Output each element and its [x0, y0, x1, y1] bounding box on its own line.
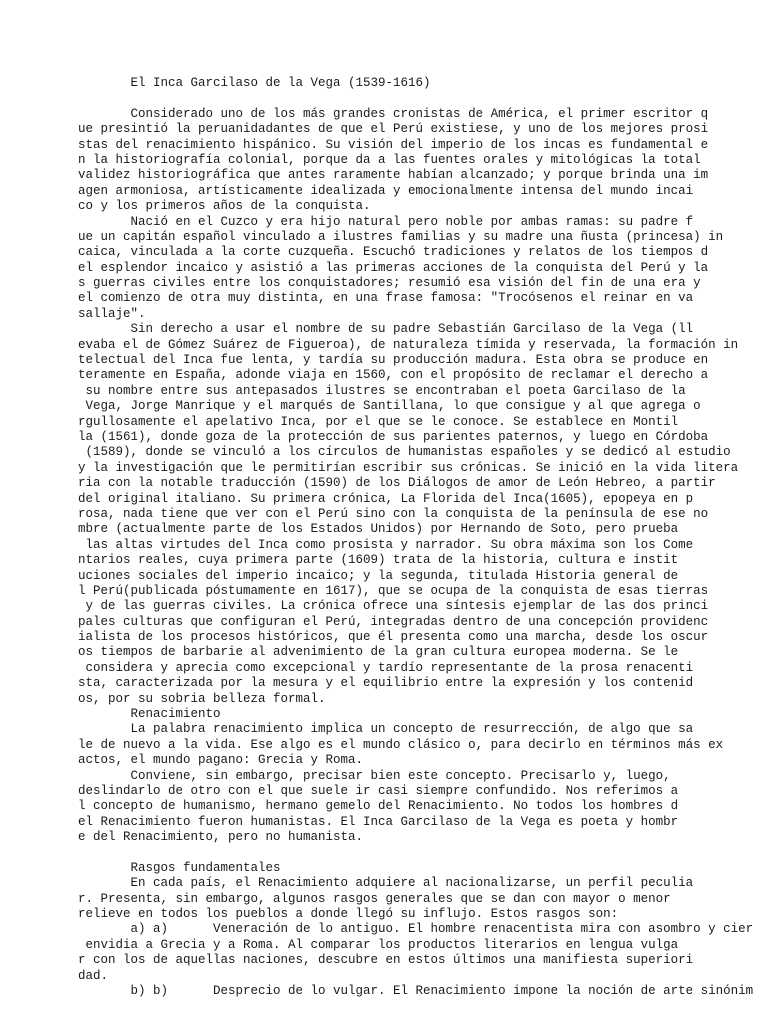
text-line: ria con la notable traducción (1590) de los Diálogos de amor de León Hebreo, a partir [78, 476, 716, 491]
text-line: e del Renacimiento, pero no humanista. [78, 830, 364, 845]
text-line: la (1561), donde goza de la protección de sus parientes paternos, y luego en Córdoba [78, 429, 709, 444]
text-line: agen armoniosa, artísticamente idealizada y emocionalmente intensa del mundo incai [78, 183, 694, 198]
text-line: Renacimiento [78, 707, 221, 722]
text-line: sta, caracterizada por la mesura y el equilibrio entre la expresión y los contenid [78, 676, 694, 691]
text-line: a) a) Veneración de lo antiguo. El hombre renacentista mira con asombro y cier [78, 922, 754, 937]
document-title: El Inca Garcilaso de la Vega (1539-1616) [78, 76, 431, 90]
text-line: del original italiano. Su primera crónica, La Florida del Inca(1605), epopeya en p [78, 491, 694, 506]
text-line: (1589), donde se vinculó a los círculos de humanistas españoles y se dedicó al estudio [78, 445, 731, 460]
text-line: relieve en todos los pueblos a donde llegó su influjo. Estos rasgos son: [78, 907, 619, 922]
text-line: La palabra renacimiento implica un concepto de resurrección, de algo que sa [78, 722, 694, 737]
text-line: n la historiografía colonial, porque da a las fuentes orales y mitológicas la total [78, 152, 701, 167]
text-line: rosa, nada tiene que ver con el Perú sino con la conquista de la península de ese no [78, 506, 709, 521]
text-line: y la investigación que le permitirían escribir sus crónicas. Se inició en la vida litera [78, 460, 739, 475]
text-line: le de nuevo a la vida. Ese algo es el mundo clásico o, para decirlo en términos más ex [78, 737, 724, 752]
text-line: co y los primeros años de la conquista. [78, 199, 371, 214]
text-line: s guerras civiles entre los conquistadores; resumió esa visión del fin de una era y [78, 276, 701, 291]
text-line: y de las guerras civiles. La crónica ofrece una síntesis ejemplar de las dos princi [78, 599, 709, 614]
text-line: os tiempos de barbarie al advenimiento de la gran cultura europea moderna. Se le [78, 645, 679, 660]
text-line: r con los de aquellas naciones, descubre en estos últimos una manifiesta superiori [78, 953, 694, 968]
text-line: os, por su sobria belleza formal. [78, 691, 326, 706]
text-line: pales culturas que configuran el Perú, integradas dentro de una concepción providenc [78, 614, 709, 629]
text-line: Nació en el Cuzco y era hijo natural pero noble por ambas ramas: su padre f [78, 214, 694, 229]
text-line: considera y aprecia como excepcional y tardío representante de la prosa renacenti [78, 660, 694, 675]
text-line: actos, el mundo pagano: Grecia y Roma. [78, 753, 364, 768]
text-line: r. Presenta, sin embargo, algunos rasgos generales que se dan con mayor o menor [78, 891, 671, 906]
text-line: caica, vinculada a la corte cuzqueña. Escuchó tradiciones y relatos de los tiempos d [78, 245, 709, 260]
text-line: el comienzo de otra muy distinta, en una frase famosa: "Trocósenos el reinar en va [78, 291, 694, 306]
text-line: sallaje". [78, 306, 146, 321]
text-line: telectual del Inca fue lenta, y tardía su producción madura. Esta obra se produce en [78, 353, 709, 368]
text-line: dad. [78, 968, 109, 983]
text-line: Sin derecho a usar el nombre de su padre Sebastián Garcilaso de la Vega (ll [78, 322, 694, 337]
text-line: l Perú(publicada póstumamente en 1617), que se ocupa de la conquista de esas tierras [78, 583, 709, 598]
text-line [78, 846, 768, 861]
document-body-text [78, 76, 768, 999]
text-line: envidia a Grecia y a Roma. Al comparar los productos literarios en lengua vulga [78, 937, 679, 952]
text-line: Considerado uno de los más grandes cronistas de América, el primer escritor q [78, 106, 709, 121]
text-line: Rasgos fundamentales [78, 860, 281, 875]
text-line: ue un capitán español vinculado a ilustres familias y su madre una ñusta (princesa) in [78, 229, 724, 244]
text-line: Vega, Jorge Manrique y el marqués de Santillana, lo que consigue y al que agrega o [78, 399, 701, 414]
text-line [78, 91, 768, 106]
text-line: ialista de los procesos históricos, que él presenta como una marcha, desde los oscur [78, 630, 709, 645]
text-line: En cada país, el Renacimiento adquiere al nacionalizarse, un perfil peculia [78, 876, 694, 891]
text-line: evaba el de Gómez Suárez de Figueroa), de naturaleza tímida y reservada, la formación in [78, 337, 739, 352]
text-line: mbre (actualmente parte de los Estados Unidos) por Hernando de Soto, pero prueba [78, 522, 679, 537]
text-line: teramente en España, adonde viaja en 1560, con el propósito de reclamar el derecho a [78, 368, 709, 383]
text-line: b) b) Desprecio de lo vulgar. El Renacimiento impone la noción de arte sinónim [78, 984, 754, 999]
text-line: el Renacimiento fueron humanistas. El Inca Garcilaso de la Vega es poeta y hombr [78, 814, 679, 829]
text-line: el esplendor incaico y asistió a las primeras acciones de la conquista del Perú y la [78, 260, 709, 275]
text-line: validez historiográfica que antes raramente habían alcanzado; y porque brinda una im [78, 168, 709, 183]
text-line: l concepto de humanismo, hermano gemelo del Renacimiento. No todos los hombres d [78, 799, 679, 814]
text-line: rgullosamente el apelativo Inca, por el que se le conoce. Se establece en Montil [78, 414, 679, 429]
text-line: deslindarlo de otro con el que suele ir casi siempre confundido. Nos referimos a [78, 783, 679, 798]
text-line: ue presintió la peruanidadantes de que el Perú existiese, y uno de los mejores prosi [78, 122, 709, 137]
text-line: las altas virtudes del Inca como prosista y narrador. Su obra máxima son los Come [78, 537, 694, 552]
text-line: ntarios reales, cuya primera parte (1609) trata de la historia, cultura e instit [78, 553, 679, 568]
text-line: su nombre entre sus antepasados ilustres se encontraban el poeta Garcilaso de la [78, 383, 686, 398]
text-line: stas del renacimiento hispánico. Su visión del imperio de los incas es fundamental e [78, 137, 709, 152]
text-line: Conviene, sin embargo, precisar bien este concepto. Precisarlo y, luego, [78, 768, 671, 783]
text-line: uciones sociales del imperio incaico; y la segunda, titulada Historia general de [78, 568, 679, 583]
